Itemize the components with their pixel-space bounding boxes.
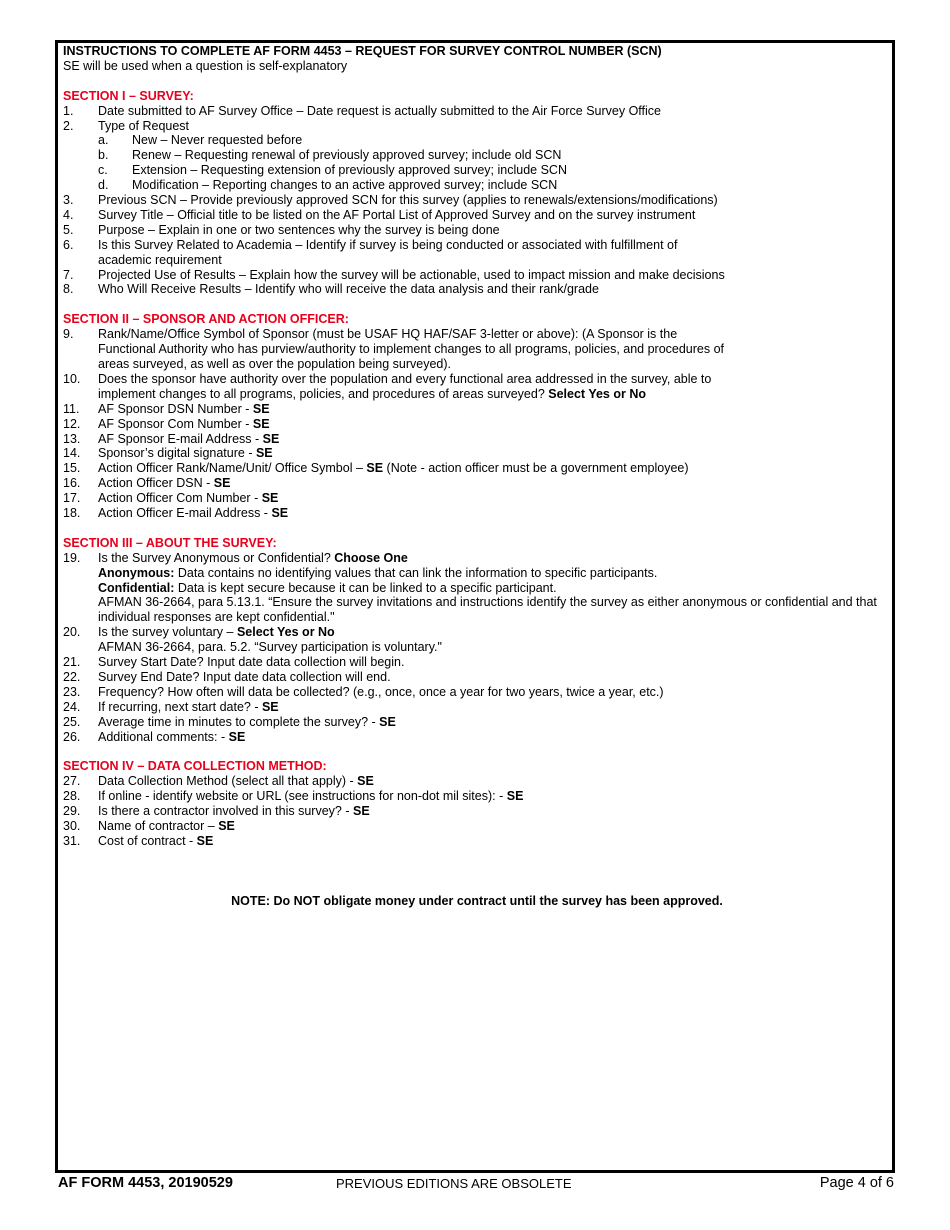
list-item: 1. Date submitted to AF Survey Office – Date request is actually submitted to the Air Force Survey Office: [63, 103, 661, 118]
list-item: 21. Survey Start Date? Input date data collection will begin.: [63, 655, 405, 670]
section-4-heading: SECTION IV – DATA COLLECTION METHOD:: [63, 759, 327, 774]
list-item: 16. Action Officer DSN - SE: [63, 476, 231, 491]
form-id: AF FORM 4453, 20190529: [58, 1175, 233, 1191]
list-item: 29. Is there a contractor involved in this survey? - SE: [63, 804, 370, 819]
section-2-heading: SECTION II – SPONSOR AND ACTION OFFICER:: [63, 312, 349, 327]
list-item: 2. Type of Request: [63, 118, 190, 133]
list-item-continuation: implement changes to all programs, policies, and procedures of areas surveyed? Select Yes or No: [98, 386, 646, 401]
list-item: 23. Frequency? How often will data be collected? (e.g., once, once a year for two years, twice a year, etc.): [63, 684, 664, 699]
list-item: 30. Name of contractor – SE: [63, 819, 235, 834]
list-item: 26. Additional comments: - SE: [63, 729, 246, 744]
list-item: 4. Survey Title – Official title to be listed on the AF Portal List of Approved Survey and on the survey instrument: [63, 207, 696, 222]
list-item: 11. AF Sponsor DSN Number - SE: [63, 401, 270, 416]
list-item: 20. Is the survey voluntary – Select Yes or No: [63, 625, 335, 640]
page-title: INSTRUCTIONS TO COMPLETE AF FORM 4453 – REQUEST FOR SURVEY CONTROL NUMBER (SCN): [63, 44, 662, 58]
list-item: 6. Is this Survey Related to Academia – Identify if survey is being conducted or associated with fulfillment of: [63, 237, 678, 252]
sub-item: d. Modification – Reporting changes to an active approved survey; include SCN: [98, 178, 558, 193]
editions-notice: PREVIOUS EDITIONS ARE OBSOLETE: [336, 1176, 572, 1191]
list-item: 14. Sponsor’s digital signature - SE: [63, 446, 273, 461]
list-item: 10. Does the sponsor have authority over the population and every functional area addressed in the survey, able to: [63, 371, 712, 386]
list-item: 17. Action Officer Com Number - SE: [63, 491, 279, 506]
list-item: 18. Action Officer E-mail Address - SE: [63, 506, 289, 521]
anonymous-definition: Anonymous: Data contains no identifying values that can link the information to specific participants.: [98, 565, 658, 580]
list-item: 3. Previous SCN – Provide previously approved SCN for this survey (applies to renewals/extensions/modifications): [63, 193, 718, 208]
page-subtitle: SE will be used when a question is self-explanatory: [63, 58, 348, 73]
sub-item: a. New – Never requested before: [98, 133, 303, 148]
instructions-content: [63, 44, 883, 909]
section-1-heading: SECTION I – SURVEY:: [63, 88, 194, 103]
list-item: 22. Survey End Date? Input date data collection will end.: [63, 670, 391, 685]
contract-note: NOTE: Do NOT obligate money under contract until the survey has been approved.: [231, 893, 723, 908]
list-item: 15. Action Officer Rank/Name/Unit/ Office Symbol – SE (Note - action officer must be a government employee): [63, 461, 689, 476]
list-item: 31. Cost of contract - SE: [63, 833, 214, 848]
list-item: 24. If recurring, next start date? - SE: [63, 699, 279, 714]
page-number: Page 4 of 6: [819, 1175, 894, 1191]
afman-citation-continuation: individual responses are kept confidential.": [98, 610, 335, 625]
list-item: 8. Who Will Receive Results – Identify who will receive the data analysis and their rank/grade: [63, 282, 599, 297]
list-item: 9. Rank/Name/Office Symbol of Sponsor (must be USAF HQ HAF/SAF 3-letter or above): (A Sponsor is the: [63, 327, 678, 342]
list-item: 19. Is the Survey Anonymous or Confidential? Choose One: [63, 550, 408, 565]
sub-item: c. Extension – Requesting extension of previously approved survey; include SCN: [98, 163, 567, 178]
list-item: 27. Data Collection Method (select all that apply) - SE: [63, 774, 374, 789]
sub-item: b. Renew – Requesting renewal of previously approved survey; include old SCN: [98, 148, 562, 163]
list-item: 7. Projected Use of Results – Explain how the survey will be actionable, used to impact mission and make decisions: [63, 267, 725, 282]
confidential-definition: Confidential: Data is kept secure because it can be linked to a specific participant.: [98, 580, 557, 595]
list-item-continuation: Functional Authority who has purview/authority to implement changes to all programs, policies, and procedures of: [98, 342, 725, 357]
list-item-continuation: areas surveyed, as well as over the population being surveyed).: [98, 357, 451, 371]
afman-citation: AFMAN 36-2664, para 5.13.1. “Ensure the survey invitations and instructions identify the survey as either anonymous or confidential and that: [98, 595, 877, 610]
page-footer: [58, 1175, 894, 1195]
list-item: 13. AF Sponsor E-mail Address - SE: [63, 431, 280, 446]
list-item: 25. Average time in minutes to complete the survey? - SE: [63, 714, 396, 729]
list-item: 12. AF Sponsor Com Number - SE: [63, 416, 270, 431]
list-item: 28. If online - identify website or URL (see instructions for non-dot mil sites): - SE: [63, 789, 524, 804]
list-item-continuation: academic requirement: [98, 252, 222, 267]
afman-citation: AFMAN 36-2664, para. 5.2. “Survey participation is voluntary.": [98, 640, 442, 655]
list-item: 5. Purpose – Explain in one or two sentences why the survey is being done: [63, 222, 500, 237]
section-3-heading: SECTION III – ABOUT THE SURVEY:: [63, 535, 277, 550]
